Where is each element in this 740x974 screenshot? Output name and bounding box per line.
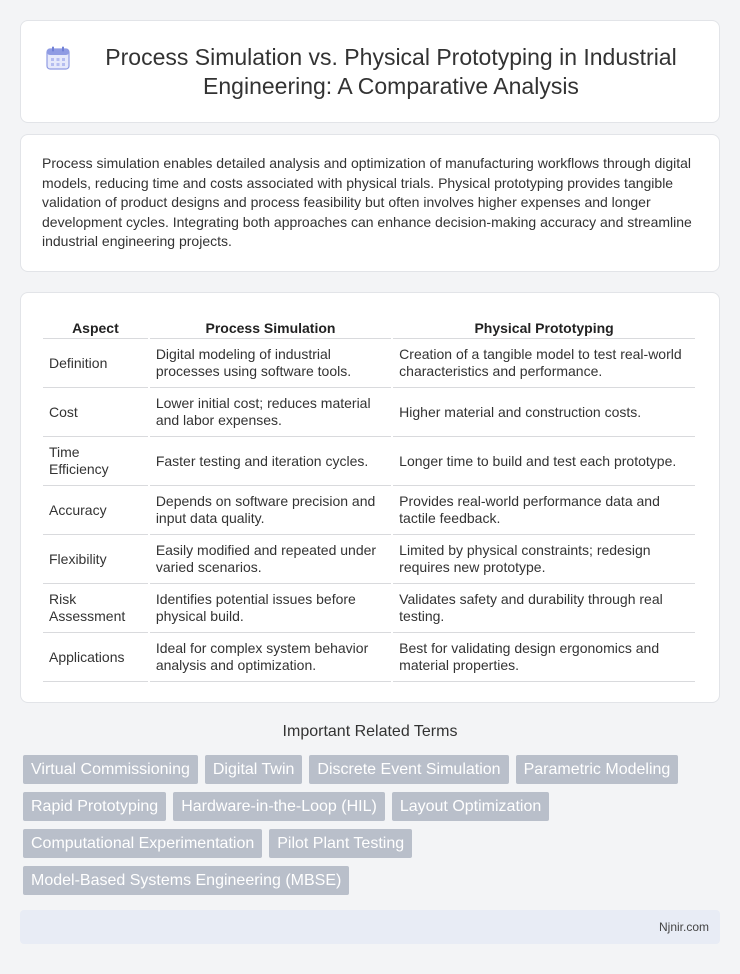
calendar-icon: [45, 45, 71, 71]
prototyping-cell: Longer time to build and test each prototype.: [393, 437, 695, 486]
table-row: [43, 633, 695, 682]
header-process-simulation: Process Simulation: [150, 313, 391, 339]
footer-brand[interactable]: Njnir.com: [658, 920, 709, 934]
simulation-cell: Ideal for complex system behavior analysis and optimization.: [150, 633, 391, 682]
table-row: [43, 486, 695, 535]
table-row: [43, 437, 695, 486]
table-row: [43, 584, 695, 633]
aspect-cell: Time Efficiency: [43, 437, 148, 486]
comparison-table: [41, 313, 697, 682]
related-term-tag[interactable]: Layout Optimization: [392, 792, 549, 821]
related-term-tag[interactable]: Computational Experimentation: [23, 829, 262, 858]
related-term-tag[interactable]: Rapid Prototyping: [23, 792, 166, 821]
prototyping-cell: Provides real-world performance data and tactile feedback.: [393, 486, 695, 535]
related-term-tag[interactable]: Virtual Commissioning: [23, 755, 198, 784]
related-term-tag[interactable]: Digital Twin: [205, 755, 303, 784]
prototyping-cell: Best for validating design ergonomics and material properties.: [393, 633, 695, 682]
related-term-tag[interactable]: Model-Based Systems Engineering (MBSE): [23, 866, 349, 895]
table-header-row: [43, 313, 695, 339]
related-terms-title: Important Related Terms: [282, 723, 458, 740]
page-title: Process Simulation vs. Physical Prototyping in Industrial Engineering: A Comparative Analysis: [105, 43, 677, 99]
comparison-table-card: [20, 292, 720, 703]
simulation-cell: Digital modeling of industrial processes using software tools.: [150, 339, 391, 388]
aspect-cell: Applications: [43, 633, 148, 682]
related-term-tag[interactable]: Hardware-in-the-Loop (HIL): [173, 792, 385, 821]
related-terms-list: [23, 755, 713, 895]
aspect-cell: Accuracy: [43, 486, 148, 535]
header-physical-prototyping: Physical Prototyping: [393, 313, 695, 339]
footer: [20, 910, 720, 944]
related-term-tag[interactable]: Pilot Plant Testing: [269, 829, 412, 858]
simulation-cell: Identifies potential issues before physical build.: [150, 584, 391, 633]
prototyping-cell: Higher material and construction costs.: [393, 388, 695, 437]
prototyping-cell: Creation of a tangible model to test real-world characteristics and performance.: [393, 339, 695, 388]
prototyping-cell: Validates safety and durability through real testing.: [393, 584, 695, 633]
header-aspect: Aspect: [43, 313, 148, 339]
related-term-tag[interactable]: Discrete Event Simulation: [309, 755, 508, 784]
summary-card: [20, 134, 720, 272]
table-row: [43, 339, 695, 388]
simulation-cell: Faster testing and iteration cycles.: [150, 437, 391, 486]
header-card: [20, 20, 720, 123]
summary-text: Process simulation enables detailed analysis and optimization of manufacturing workflows through digital models, reducing time and costs associated with physical trials. Physical prototyping provides tangible validation of product designs and process feasibility but often involves higher expenses and longer development cycles. Integrating both approaches can enhance decision-making accuracy and streamline industrial engineering projects.: [42, 155, 692, 250]
aspect-cell: Definition: [43, 339, 148, 388]
table-row: [43, 535, 695, 584]
simulation-cell: Lower initial cost; reduces material and labor expenses.: [150, 388, 391, 437]
aspect-cell: Cost: [43, 388, 148, 437]
simulation-cell: Easily modified and repeated under varied scenarios.: [150, 535, 391, 584]
table-row: [43, 388, 695, 437]
prototyping-cell: Limited by physical constraints; redesign requires new prototype.: [393, 535, 695, 584]
related-term-tag[interactable]: Parametric Modeling: [516, 755, 679, 784]
simulation-cell: Depends on software precision and input data quality.: [150, 486, 391, 535]
aspect-cell: Flexibility: [43, 535, 148, 584]
aspect-cell: Risk Assessment: [43, 584, 148, 633]
